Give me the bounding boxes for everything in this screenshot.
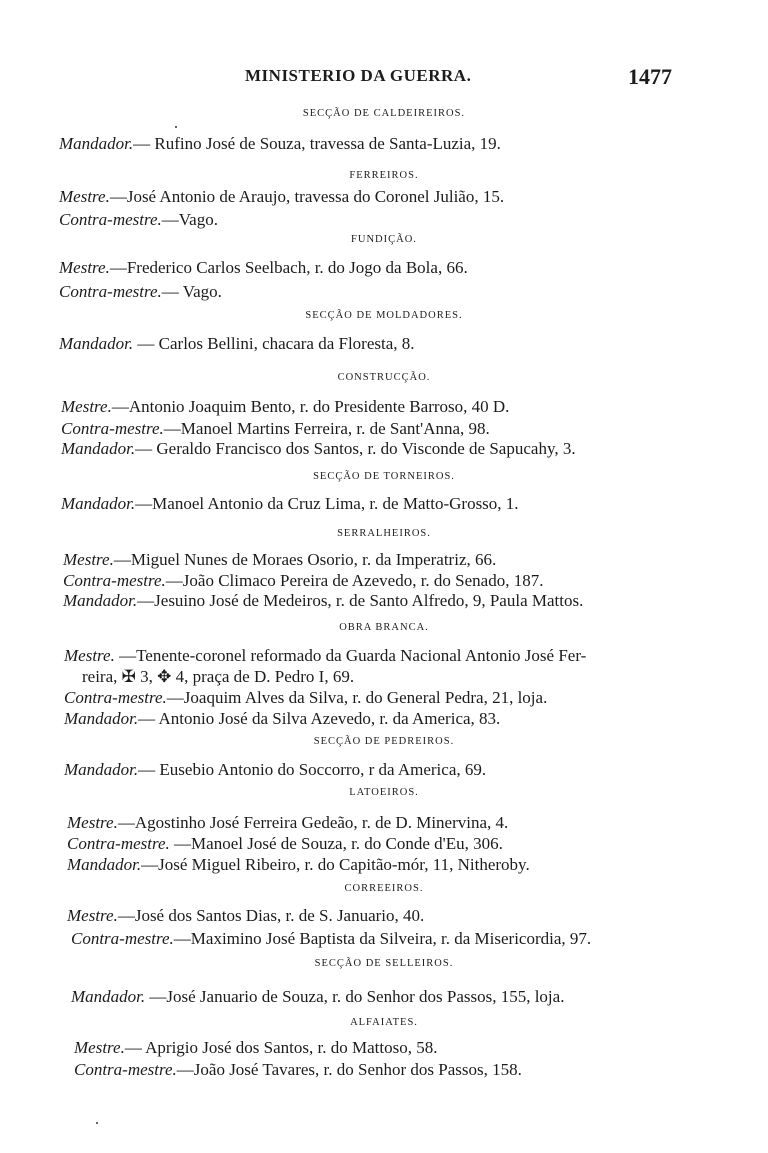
entry-text: —Agostinho José Ferreira Gedeão, r. de D. Minervina, 4. — [117, 813, 509, 832]
entry-text: —José Miguel Ribeiro, r. do Capitão-mór, 11, Nitheroby. — [141, 855, 530, 874]
section-heading: SECÇÃO DE TORNEIROS. — [313, 471, 455, 482]
entry-line — [63, 571, 543, 591]
entry-role: Mandador. — [61, 494, 136, 513]
entry-text: —Antonio Joaquim Bento, r. do Presidente Barroso, 40 D. — [111, 397, 510, 416]
entry-line — [64, 709, 500, 729]
entry-role: Contra-mestre. — [71, 929, 174, 948]
section-heading: CONSTRUCÇÃO. — [337, 372, 431, 383]
section-heading: LATOEIROS. — [349, 787, 419, 798]
entry-line — [59, 210, 218, 230]
entry-text: —Manoel Antonio da Cruz Lima, r. de Matto-Grosso, 1. — [135, 494, 519, 513]
entry-text: — Rufino José de Souza, travessa de Santa-Luzia, 19. — [133, 134, 501, 153]
entry-role: Mestre. — [59, 187, 110, 206]
entry-role: Mestre. — [67, 813, 118, 832]
entry-line — [59, 282, 222, 302]
entry-role: Mandador. — [59, 134, 134, 153]
entry-text: —José Januario de Souza, r. do Senhor dos Passos, 155, loja. — [145, 987, 565, 1006]
entry-role: Contra-mestre. — [59, 210, 162, 229]
entry-line — [63, 591, 583, 611]
entry-role: Contra-mestre. — [64, 688, 167, 707]
entry-line — [74, 1060, 522, 1080]
entry-role: Contra-mestre. — [67, 834, 170, 853]
entry-role: Mestre. — [63, 550, 114, 569]
entry-line — [67, 813, 508, 833]
entry-line — [59, 187, 504, 207]
entry-line — [64, 760, 486, 780]
section-heading: SECÇÃO DE MOLDADORES. — [305, 310, 463, 321]
section-heading: CORREEIROS. — [344, 883, 424, 894]
entry-role: Mestre. — [61, 397, 112, 416]
entry-text: —Maximino José Baptista da Silveira, r. da Misericordia, 97. — [173, 929, 592, 948]
entry-role: Mandador. — [61, 439, 136, 458]
entry-role: Mandador. — [64, 760, 139, 779]
entry-text: —Jesuino José de Medeiros, r. de Santo Alfredo, 9, Paula Mattos. — [137, 591, 584, 610]
entry-role: Mandador. — [64, 709, 139, 728]
section-heading: SERRALHEIROS. — [337, 528, 431, 539]
entry-text: — Aprigio José dos Santos, r. do Mattoso, 58. — [124, 1038, 438, 1057]
entry-line — [74, 1038, 437, 1058]
entry-text: — Antonio José da Silva Azevedo, r. da America, 83. — [138, 709, 501, 728]
entry-line — [61, 439, 576, 459]
entry-line — [71, 987, 564, 1007]
entry-text: —Miguel Nunes de Moraes Osorio, r. da Imperatriz, 66. — [113, 550, 497, 569]
entry-role: Contra-mestre. — [74, 1060, 177, 1079]
entry-line — [59, 258, 468, 278]
entry-role: Mandador. — [67, 855, 142, 874]
entry-line — [63, 550, 496, 570]
page-number: 1477 — [628, 64, 672, 89]
entry-line — [59, 334, 415, 354]
entry-role: Mandador. — [63, 591, 138, 610]
entry-text: — Geraldo Francisco dos Santos, r. do Visconde de Sapucahy, 3. — [135, 439, 576, 458]
entry-text: — Carlos Bellini, chacara da Floresta, 8. — [133, 334, 415, 353]
entry-line — [64, 688, 547, 708]
page-title: MINISTERIO DA GUERRA. — [245, 66, 472, 85]
entry-role: Mestre. — [64, 646, 115, 665]
entry-continuation-line — [82, 667, 354, 687]
entry-line — [67, 855, 530, 875]
entry-text: —Joaquim Alves da Silva, r. do General Pedra, 21, loja. — [166, 688, 548, 707]
entry-role: Mestre. — [74, 1038, 125, 1057]
entry-role: Mandador. — [71, 987, 146, 1006]
entry-text: —Vago. — [161, 210, 218, 229]
entry-text: —Manoel Martins Ferreira, r. de Sant'Anna, 98. — [163, 419, 490, 438]
section-heading: FERREIROS. — [349, 170, 419, 181]
entry-line — [59, 134, 501, 154]
entry-text: —Tenente-coronel reformado da Guarda Nacional Antonio José Fer- — [114, 646, 587, 665]
entry-text: —José dos Santos Dias, r. de S. Januario, 40. — [117, 906, 425, 925]
entry-role: Mandador. — [59, 334, 134, 353]
print-speck — [175, 126, 177, 128]
section-heading: OBRA BRANCA. — [339, 622, 429, 633]
entry-text: — Vago. — [161, 282, 222, 301]
entry-role: Mestre. — [67, 906, 118, 925]
entry-line — [61, 494, 519, 514]
entry-text: —Frederico Carlos Seelbach, r. do Jogo da Bola, 66. — [109, 258, 468, 277]
section-heading: FUNDIÇÃO. — [351, 234, 417, 245]
section-heading: SECÇÃO DE CALDEIREIROS. — [302, 108, 466, 119]
entry-line — [67, 906, 424, 926]
entry-text: reira, ✠ 3, ✥ 4, praça de D. Pedro I, 69. — [82, 667, 355, 686]
entry-role: Mestre. — [59, 258, 110, 277]
entry-line — [64, 646, 586, 666]
entry-text: —João Climaco Pereira de Azevedo, r. do Senado, 187. — [165, 571, 544, 590]
section-heading: ALFAIATES. — [350, 1017, 418, 1028]
entry-line — [71, 929, 591, 949]
entry-role: Contra-mestre. — [59, 282, 162, 301]
print-speck — [96, 1122, 98, 1124]
entry-text: —João José Tavares, r. do Senhor dos Passos, 158. — [176, 1060, 522, 1079]
page-header — [0, 64, 768, 88]
entry-text: — Eusebio Antonio do Soccorro, r da America, 69. — [138, 760, 487, 779]
section-heading: SECÇÃO DE PEDREIROS. — [313, 736, 455, 747]
entry-line — [61, 397, 509, 417]
entry-role: Contra-mestre. — [63, 571, 166, 590]
entry-text: —José Antonio de Araujo, travessa do Coronel Julião, 15. — [109, 187, 505, 206]
entry-line — [67, 834, 503, 854]
entry-text: —Manoel José de Souza, r. do Conde d'Eu, 306. — [169, 834, 503, 853]
section-heading: SECÇÃO DE SELLEIROS. — [314, 958, 454, 969]
entry-role: Contra-mestre. — [61, 419, 164, 438]
entry-line — [61, 419, 490, 439]
